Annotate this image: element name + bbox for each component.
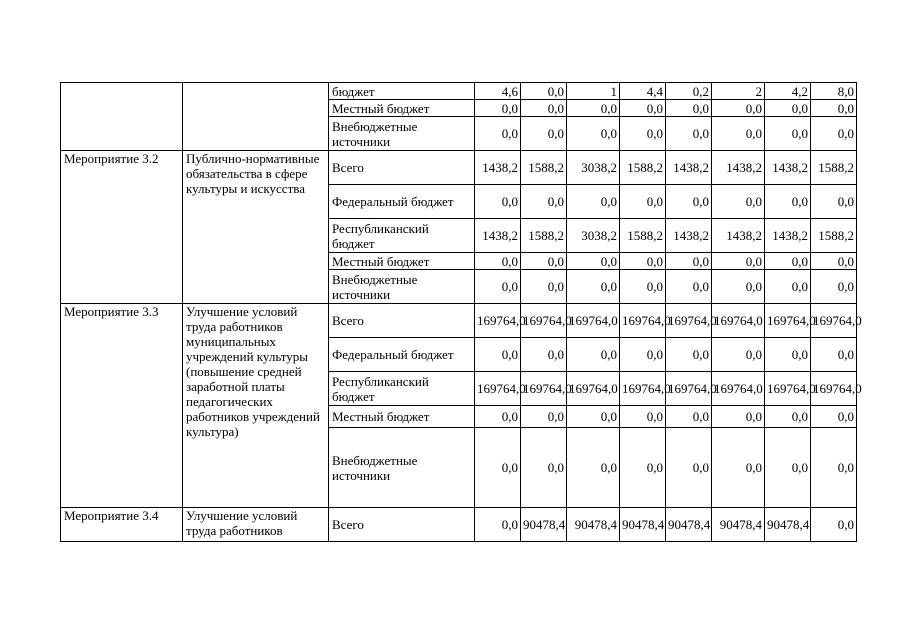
value-cell: 1438,2: [475, 219, 521, 253]
value-cell: 0,0: [666, 270, 712, 304]
value-cell: 0,0: [567, 428, 620, 508]
value-cell: 90478,4: [521, 508, 567, 542]
value-cell: 0,0: [521, 338, 567, 372]
value-cell: 169764,0: [666, 304, 712, 338]
value-cell: 0,0: [811, 508, 857, 542]
value-cell: 0,0: [811, 428, 857, 508]
value-cell: 0,0: [765, 253, 811, 270]
source-cell: Федеральный бюджет: [329, 185, 475, 219]
value-cell: 0,0: [475, 406, 521, 428]
value-cell: 0,0: [475, 185, 521, 219]
value-cell: 0,0: [620, 428, 666, 508]
table-row: [61, 83, 857, 100]
value-cell: 1438,2: [666, 151, 712, 185]
value-cell: 0,0: [712, 338, 765, 372]
value-cell: 0,0: [811, 117, 857, 151]
value-cell: 169764,0: [620, 372, 666, 406]
value-cell: 90478,4: [567, 508, 620, 542]
value-cell: 1438,2: [475, 151, 521, 185]
value-cell: 169764,0: [666, 372, 712, 406]
activity-cell: [61, 83, 183, 151]
value-cell: 169764,0: [712, 372, 765, 406]
value-cell: 1588,2: [811, 151, 857, 185]
value-cell: 0,0: [765, 428, 811, 508]
value-cell: 0,0: [712, 406, 765, 428]
value-cell: 0,0: [521, 83, 567, 100]
value-cell: 0,0: [521, 270, 567, 304]
value-cell: 0,0: [521, 185, 567, 219]
value-cell: 0,0: [620, 253, 666, 270]
value-cell: 0,0: [475, 253, 521, 270]
value-cell: 0,0: [811, 406, 857, 428]
description-cell: Улучшение условий труда работников муниципальных учреждений культуры (повышение средней заработной платы педагогических работников учреждений культура): [183, 304, 329, 508]
value-cell: 0,0: [521, 253, 567, 270]
value-cell: 2: [712, 83, 765, 100]
value-cell: 1438,2: [712, 219, 765, 253]
value-cell: 0,0: [620, 117, 666, 151]
value-cell: 169764,0: [521, 372, 567, 406]
value-cell: 0,0: [567, 338, 620, 372]
source-cell: Внебюджетные источники: [329, 117, 475, 151]
value-cell: 0,0: [475, 270, 521, 304]
value-cell: 4,2: [765, 83, 811, 100]
value-cell: 0,0: [765, 338, 811, 372]
value-cell: 169764,0: [521, 304, 567, 338]
value-cell: 0,0: [811, 270, 857, 304]
value-cell: 169764,0: [765, 372, 811, 406]
value-cell: 3038,2: [567, 151, 620, 185]
value-cell: 0,0: [475, 508, 521, 542]
value-cell: 0,0: [666, 253, 712, 270]
table-row: [61, 304, 857, 338]
source-cell: бюджет: [329, 83, 475, 100]
value-cell: 0,0: [712, 428, 765, 508]
value-cell: 90478,4: [765, 508, 811, 542]
value-cell: 1438,2: [765, 151, 811, 185]
value-cell: 1588,2: [521, 151, 567, 185]
value-cell: 0,0: [521, 428, 567, 508]
value-cell: 169764,0: [567, 372, 620, 406]
value-cell: 0,0: [567, 270, 620, 304]
value-cell: 0,0: [811, 338, 857, 372]
value-cell: 90478,4: [712, 508, 765, 542]
value-cell: 3038,2: [567, 219, 620, 253]
value-cell: 0,0: [666, 406, 712, 428]
value-cell: 1: [567, 83, 620, 100]
value-cell: 0,0: [765, 100, 811, 117]
value-cell: 0,0: [620, 185, 666, 219]
source-cell: Местный бюджет: [329, 406, 475, 428]
value-cell: 169764,0: [475, 372, 521, 406]
value-cell: 0,0: [620, 100, 666, 117]
value-cell: 0,0: [666, 428, 712, 508]
value-cell: 0,0: [521, 117, 567, 151]
source-cell: Всего: [329, 151, 475, 185]
value-cell: 169764,0: [712, 304, 765, 338]
value-cell: 0,0: [765, 117, 811, 151]
value-cell: 0,0: [712, 253, 765, 270]
value-cell: 0,0: [620, 406, 666, 428]
value-cell: 0,0: [567, 100, 620, 117]
value-cell: 169764,0: [811, 304, 857, 338]
value-cell: 0,2: [666, 83, 712, 100]
value-cell: 0,0: [475, 338, 521, 372]
value-cell: 1438,2: [765, 219, 811, 253]
value-cell: 1438,2: [712, 151, 765, 185]
source-cell: Всего: [329, 508, 475, 542]
value-cell: 0,0: [765, 185, 811, 219]
value-cell: 169764,0: [811, 372, 857, 406]
description-cell: Улучшение условий труда работников: [183, 508, 329, 542]
description-cell: Публично-нормативные обязательства в сфере культуры и искусства: [183, 151, 329, 304]
value-cell: 169764,0: [475, 304, 521, 338]
source-cell: Местный бюджет: [329, 100, 475, 117]
value-cell: 0,0: [567, 253, 620, 270]
value-cell: 0,0: [811, 100, 857, 117]
value-cell: 0,0: [666, 100, 712, 117]
value-cell: 1438,2: [666, 219, 712, 253]
value-cell: 0,0: [475, 100, 521, 117]
value-cell: 1588,2: [620, 219, 666, 253]
value-cell: 4,4: [620, 83, 666, 100]
value-cell: 0,0: [666, 117, 712, 151]
value-cell: 0,0: [666, 338, 712, 372]
source-cell: Федеральный бюджет: [329, 338, 475, 372]
value-cell: 0,0: [521, 100, 567, 117]
value-cell: 90478,4: [620, 508, 666, 542]
source-cell: Внебюджетные источники: [329, 428, 475, 508]
value-cell: 0,0: [620, 338, 666, 372]
value-cell: 0,0: [475, 428, 521, 508]
value-cell: 0,0: [620, 270, 666, 304]
source-cell: Внебюджетные источники: [329, 270, 475, 304]
value-cell: 0,0: [811, 185, 857, 219]
activity-cell: Мероприятие 3.4: [61, 508, 183, 542]
value-cell: 0,0: [765, 270, 811, 304]
value-cell: 8,0: [811, 83, 857, 100]
value-cell: 0,0: [811, 253, 857, 270]
table-row: [61, 151, 857, 185]
table-row: [61, 508, 857, 542]
activity-cell: Мероприятие 3.2: [61, 151, 183, 304]
value-cell: 169764,0: [765, 304, 811, 338]
value-cell: 1588,2: [620, 151, 666, 185]
source-cell: Всего: [329, 304, 475, 338]
value-cell: 1588,2: [521, 219, 567, 253]
description-cell: [183, 83, 329, 151]
value-cell: 90478,4: [666, 508, 712, 542]
value-cell: 169764,0: [620, 304, 666, 338]
value-cell: 0,0: [475, 117, 521, 151]
value-cell: 0,0: [666, 185, 712, 219]
source-cell: Республиканский бюджет: [329, 219, 475, 253]
value-cell: 0,0: [765, 406, 811, 428]
value-cell: 4,6: [475, 83, 521, 100]
value-cell: 0,0: [712, 117, 765, 151]
value-cell: 1588,2: [811, 219, 857, 253]
value-cell: 0,0: [567, 117, 620, 151]
value-cell: 0,0: [567, 185, 620, 219]
value-cell: 0,0: [567, 406, 620, 428]
source-cell: Местный бюджет: [329, 253, 475, 270]
value-cell: 169764,0: [567, 304, 620, 338]
source-cell: Республиканский бюджет: [329, 372, 475, 406]
budget-table: [60, 82, 862, 542]
activity-cell: Мероприятие 3.3: [61, 304, 183, 508]
value-cell: 0,0: [712, 185, 765, 219]
value-cell: 0,0: [712, 100, 765, 117]
value-cell: 0,0: [521, 406, 567, 428]
value-cell: 0,0: [712, 270, 765, 304]
